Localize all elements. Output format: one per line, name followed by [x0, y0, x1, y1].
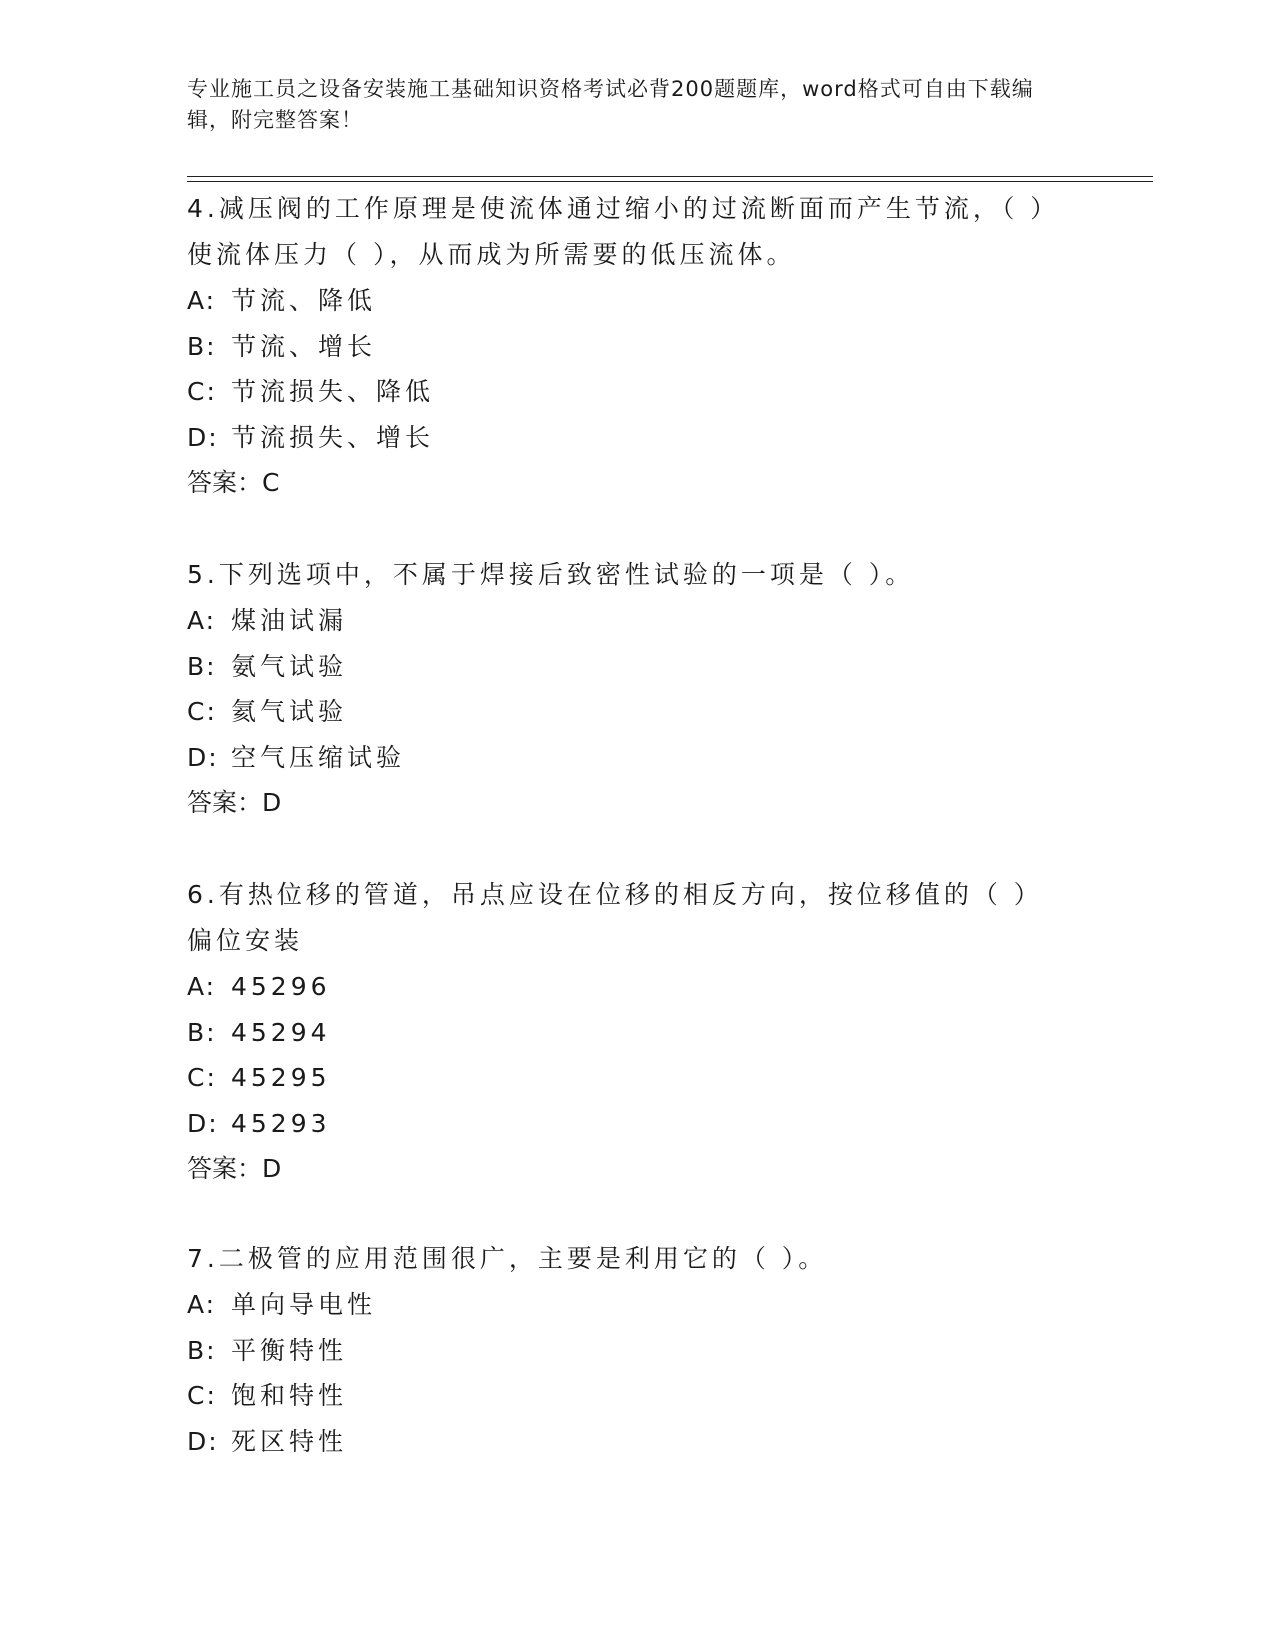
option-key: A: — [187, 1290, 217, 1319]
option-key: C: — [187, 1063, 217, 1092]
option-text: 节流、降低 — [231, 286, 377, 315]
option-b — [187, 1010, 1067, 1056]
option-key: A: — [187, 972, 217, 1001]
option-c — [187, 369, 1067, 415]
option-c — [187, 689, 1067, 735]
option-text: 饱和特性 — [231, 1381, 348, 1410]
option-text: 45295 — [231, 1063, 331, 1092]
question-stem: 5.下列选项中，不属于焊接后致密性试验的一项是（ ）。 — [187, 560, 915, 589]
option-text: 节流损失、增长 — [231, 422, 435, 452]
option-d — [187, 735, 1067, 781]
option-key: D: — [187, 422, 219, 452]
question-stem: 7.二极管的应用范围很广，主要是利用它的（ ）。 — [187, 1244, 828, 1273]
option-a — [187, 598, 1067, 644]
option-a — [187, 278, 1067, 324]
answer-line: 答案：D — [187, 1154, 282, 1183]
option-key: D: — [187, 1426, 219, 1456]
answer-line: 答案：C — [187, 468, 280, 497]
option-key: C: — [187, 377, 217, 406]
option-text: 煤油试漏 — [231, 606, 348, 635]
option-text: 单向导电性 — [231, 1290, 377, 1319]
option-b — [187, 1328, 1067, 1374]
option-key: A: — [187, 606, 217, 635]
option-text: 空气压缩试验 — [231, 742, 406, 772]
option-text: 氨气试验 — [231, 651, 348, 681]
header-divider-bottom — [187, 181, 1153, 182]
option-key: D: — [187, 1108, 219, 1138]
option-text: 氦气试验 — [231, 697, 348, 726]
header-divider-top — [187, 176, 1153, 177]
option-d — [187, 1419, 1067, 1465]
question-stem: 4.减压阀的工作原理是使流体通过缩小的过流断面而产生节流，（ ）使流体压力（ ），从而成为所需要的低压流体。 — [187, 194, 1060, 269]
question-5 — [187, 552, 1067, 826]
option-d — [187, 1101, 1067, 1147]
option-key: B: — [187, 1017, 217, 1047]
option-text: 节流、增长 — [231, 331, 377, 361]
option-a — [187, 1282, 1067, 1328]
option-key: B: — [187, 331, 217, 361]
option-key: B: — [187, 1335, 217, 1365]
option-b — [187, 644, 1067, 690]
option-key: D: — [187, 742, 219, 772]
option-text: 45294 — [231, 1017, 331, 1047]
option-text: 45296 — [231, 972, 331, 1001]
question-7 — [187, 1236, 1067, 1464]
option-a — [187, 964, 1067, 1010]
question-6 — [187, 872, 1067, 1192]
option-key: C: — [187, 1381, 217, 1410]
question-stem: 6.有热位移的管道，吊点应设在位移的相反方向，按位移值的（ ）偏位安装 — [187, 880, 1043, 955]
option-key: B: — [187, 651, 217, 681]
question-4 — [187, 186, 1067, 506]
option-b — [187, 324, 1067, 370]
option-text: 平衡特性 — [231, 1335, 348, 1365]
answer-line: 答案：D — [187, 788, 282, 817]
option-d — [187, 415, 1067, 461]
option-c — [187, 1373, 1067, 1419]
option-text: 节流损失、降低 — [231, 377, 435, 406]
option-key: A: — [187, 286, 217, 315]
option-text: 45293 — [231, 1108, 331, 1138]
option-text: 死区特性 — [231, 1426, 348, 1456]
option-key: C: — [187, 697, 217, 726]
option-c — [187, 1055, 1067, 1101]
document-header: 专业施工员之设备安装施工基础知识资格考试必背200题题库，word格式可自由下载编辑，附完整答案！ — [187, 77, 1034, 132]
